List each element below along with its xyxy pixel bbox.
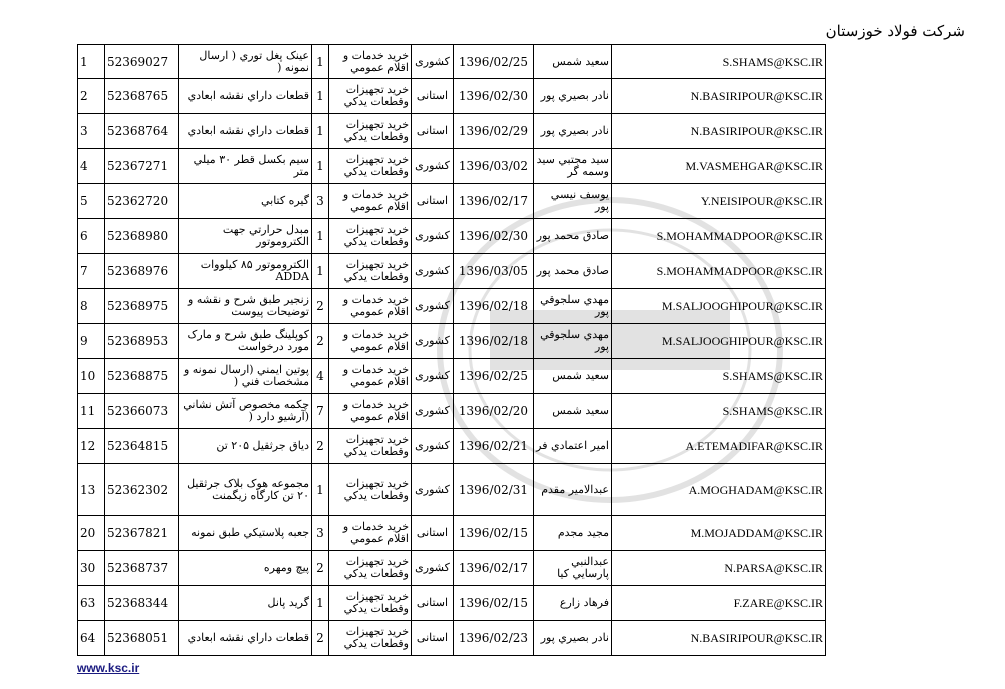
purchase-type-cell: خريد خدمات و اقلام عمومي: [329, 45, 412, 79]
row-index-cell: 4: [78, 149, 105, 184]
purchase-type-cell: خريد خدمات و اقلام عمومي: [329, 359, 412, 394]
table-row: [78, 254, 826, 289]
contact-name-cell: نادر بصيري پور: [534, 621, 612, 656]
row-index-cell: 8: [78, 289, 105, 324]
row-index-cell: 1: [78, 45, 105, 79]
item-description-cell: زنجير طبق شرح و نقشه و توضيحات پيوست: [179, 289, 312, 324]
contact-email-cell: M.SALJOOGHIPOUR@KSC.IR: [612, 289, 826, 324]
row-index-cell: 9: [78, 324, 105, 359]
table-row: [78, 551, 826, 586]
purchase-type-cell: خريد تجهيزات وقطعات يدکي: [329, 114, 412, 149]
contact-email-cell: S.SHAMS@KSC.IR: [612, 359, 826, 394]
contact-name-cell: فرهاد زارع: [534, 586, 612, 621]
purchase-type-cell: خريد خدمات و اقلام عمومي: [329, 289, 412, 324]
tender-code-cell: 52368875: [105, 359, 179, 394]
purchase-type-cell: خريد خدمات و اقلام عمومي: [329, 184, 412, 219]
table-row: [78, 586, 826, 621]
contact-email-cell: S.SHAMS@KSC.IR: [612, 45, 826, 79]
scope-cell: کشوری: [412, 254, 454, 289]
item-description-cell: مبدل حرارتي جهت الکتروموتور: [179, 219, 312, 254]
contact-email-cell: M.MOJADDAM@KSC.IR: [612, 516, 826, 551]
table-row: [78, 359, 826, 394]
contact-email-cell: A.ETEMADIFAR@KSC.IR: [612, 429, 826, 464]
scope-cell: استانی: [412, 184, 454, 219]
scope-cell: کشوری: [412, 394, 454, 429]
table-row: [78, 79, 826, 114]
row-index-cell: 30: [78, 551, 105, 586]
purchase-type-cell: خريد تجهيزات وقطعات يدکي: [329, 429, 412, 464]
scope-cell: استانی: [412, 621, 454, 656]
item-description-cell: پوتين ايمني (ارسال نمونه و مشخصات فني (: [179, 359, 312, 394]
table-row: [78, 516, 826, 551]
tender-code-cell: 52364815: [105, 429, 179, 464]
contact-email-cell: A.MOGHADAM@KSC.IR: [612, 464, 826, 516]
scope-cell: کشوری: [412, 551, 454, 586]
quantity-cell: 1: [312, 79, 329, 114]
contact-email-cell: N.PARSA@KSC.IR: [612, 551, 826, 586]
table-row: [78, 289, 826, 324]
date-cell: 1396/02/17: [454, 184, 534, 219]
quantity-cell: 2: [312, 324, 329, 359]
date-cell: 1396/02/15: [454, 586, 534, 621]
contact-name-cell: سيد مجتبي سيد وسمه گر: [534, 149, 612, 184]
contact-name-cell: امير اعتمادي فر: [534, 429, 612, 464]
purchase-type-cell: خريد تجهيزات وقطعات يدکي: [329, 219, 412, 254]
purchase-type-cell: خريد خدمات و اقلام عمومي: [329, 516, 412, 551]
contact-name-cell: عبدالامير مقدم: [534, 464, 612, 516]
row-index-cell: 12: [78, 429, 105, 464]
contact-email-cell: N.BASIRIPOUR@KSC.IR: [612, 79, 826, 114]
scope-cell: کشوری: [412, 289, 454, 324]
scope-cell: استانی: [412, 586, 454, 621]
quantity-cell: 2: [312, 429, 329, 464]
contact-email-cell: S.SHAMS@KSC.IR: [612, 394, 826, 429]
tender-code-cell: 52368976: [105, 254, 179, 289]
contact-email-cell: S.MOHAMMADPOOR@KSC.IR: [612, 219, 826, 254]
tender-code-cell: 52369027: [105, 45, 179, 79]
contact-name-cell: سعيد شمس: [534, 394, 612, 429]
row-index-cell: 6: [78, 219, 105, 254]
date-cell: 1396/03/05: [454, 254, 534, 289]
scope-cell: کشوری: [412, 429, 454, 464]
table-row: [78, 429, 826, 464]
date-cell: 1396/02/30: [454, 79, 534, 114]
purchase-type-cell: خريد تجهيزات وقطعات يدکي: [329, 586, 412, 621]
scope-cell: کشوری: [412, 359, 454, 394]
contact-email-cell: N.BASIRIPOUR@KSC.IR: [612, 621, 826, 656]
quantity-cell: 7: [312, 394, 329, 429]
row-index-cell: 2: [78, 79, 105, 114]
row-index-cell: 7: [78, 254, 105, 289]
contact-email-cell: N.BASIRIPOUR@KSC.IR: [612, 114, 826, 149]
quantity-cell: 1: [312, 114, 329, 149]
tender-code-cell: 52368975: [105, 289, 179, 324]
contact-email-cell: M.VASMEHGAR@KSC.IR: [612, 149, 826, 184]
tender-code-cell: 52362302: [105, 464, 179, 516]
item-description-cell: پيچ ومهره: [179, 551, 312, 586]
tender-code-cell: 52368980: [105, 219, 179, 254]
date-cell: 1396/02/20: [454, 394, 534, 429]
row-index-cell: 13: [78, 464, 105, 516]
row-index-cell: 10: [78, 359, 105, 394]
date-cell: 1396/02/25: [454, 359, 534, 394]
quantity-cell: 1: [312, 464, 329, 516]
scope-cell: استانی: [412, 79, 454, 114]
table-row: [78, 464, 826, 516]
row-index-cell: 5: [78, 184, 105, 219]
quantity-cell: 2: [312, 621, 329, 656]
contact-name-cell: نادر بصيري پور: [534, 79, 612, 114]
row-index-cell: 20: [78, 516, 105, 551]
table-row: [78, 114, 826, 149]
date-cell: 1396/03/02: [454, 149, 534, 184]
quantity-cell: 1: [312, 219, 329, 254]
contact-name-cell: نادر بصيري پور: [534, 114, 612, 149]
row-index-cell: 11: [78, 394, 105, 429]
purchase-type-cell: خريد تجهيزات وقطعات يدکي: [329, 621, 412, 656]
tender-code-cell: 52367821: [105, 516, 179, 551]
contact-name-cell: يوسف نيسي پور: [534, 184, 612, 219]
date-cell: 1396/02/30: [454, 219, 534, 254]
item-description-cell: سيم بکسل قطر ۳۰ ميلي متر: [179, 149, 312, 184]
quantity-cell: 1: [312, 586, 329, 621]
scope-cell: کشوری: [412, 464, 454, 516]
purchase-type-cell: خريد تجهيزات وقطعات يدکي: [329, 551, 412, 586]
tender-code-cell: 52368764: [105, 114, 179, 149]
quantity-cell: 2: [312, 551, 329, 586]
purchase-type-cell: خريد تجهيزات وقطعات يدکي: [329, 79, 412, 114]
date-cell: 1396/02/21: [454, 429, 534, 464]
item-description-cell: الکتروموتور ۸۵ کيلووات ADDA: [179, 254, 312, 289]
footer-website-link[interactable]: www.ksc.ir: [77, 661, 140, 675]
table-row: [78, 45, 826, 79]
date-cell: 1396/02/15: [454, 516, 534, 551]
scope-cell: استانی: [412, 114, 454, 149]
item-description-cell: جعبه پلاستيکي طبق نمونه: [179, 516, 312, 551]
purchase-type-cell: خريد خدمات و اقلام عمومي: [329, 324, 412, 359]
item-description-cell: قطعات داراي نقشه ابعادي: [179, 621, 312, 656]
contact-name-cell: سعيد شمس: [534, 45, 612, 79]
contact-email-cell: S.MOHAMMADPOOR@KSC.IR: [612, 254, 826, 289]
contact-name-cell: سعيد شمس: [534, 359, 612, 394]
date-cell: 1396/02/29: [454, 114, 534, 149]
table-row: [78, 149, 826, 184]
date-cell: 1396/02/25: [454, 45, 534, 79]
item-description-cell: گريد پانل: [179, 586, 312, 621]
table-row: [78, 394, 826, 429]
scope-cell: کشوری: [412, 219, 454, 254]
item-description-cell: عينک پغل توري ( ارسال نمونه (: [179, 45, 312, 79]
row-index-cell: 63: [78, 586, 105, 621]
item-description-cell: گيره کتابي: [179, 184, 312, 219]
company-title: شرکت فولاد خوزستان: [825, 22, 965, 40]
quantity-cell: 3: [312, 184, 329, 219]
tender-code-cell: 52362720: [105, 184, 179, 219]
contact-email-cell: Y.NEISIPOUR@KSC.IR: [612, 184, 826, 219]
tender-code-cell: 52368765: [105, 79, 179, 114]
date-cell: 1396/02/18: [454, 289, 534, 324]
contact-name-cell: مهدي سلجوقي پور: [534, 324, 612, 359]
contact-name-cell: صادق محمد پور: [534, 254, 612, 289]
scope-cell: استانی: [412, 516, 454, 551]
row-index-cell: 64: [78, 621, 105, 656]
tender-code-cell: 52368051: [105, 621, 179, 656]
scope-cell: کشوری: [412, 324, 454, 359]
date-cell: 1396/02/23: [454, 621, 534, 656]
tender-code-cell: 52367271: [105, 149, 179, 184]
contact-name-cell: صادق محمد پور: [534, 219, 612, 254]
contact-email-cell: M.SALJOOGHIPOUR@KSC.IR: [612, 324, 826, 359]
date-cell: 1396/02/18: [454, 324, 534, 359]
purchase-type-cell: خريد تجهيزات وقطعات يدکي: [329, 149, 412, 184]
quantity-cell: 1: [312, 254, 329, 289]
quantity-cell: 3: [312, 516, 329, 551]
date-cell: 1396/02/31: [454, 464, 534, 516]
quantity-cell: 1: [312, 45, 329, 79]
purchase-type-cell: خريد خدمات و اقلام عمومي: [329, 394, 412, 429]
item-description-cell: دياق جرثقيل ۲۰۵ تن: [179, 429, 312, 464]
tender-code-cell: 52368344: [105, 586, 179, 621]
item-description-cell: مجموعه هوک بلاک جرثقيل ۲۰ تن کارگاه زيگمنت: [179, 464, 312, 516]
contact-email-cell: F.ZARE@KSC.IR: [612, 586, 826, 621]
quantity-cell: 1: [312, 149, 329, 184]
item-description-cell: کوپلينگ طبق شرح و مارک مورد درخواست: [179, 324, 312, 359]
quantity-cell: 4: [312, 359, 329, 394]
tender-code-cell: 52368737: [105, 551, 179, 586]
purchase-type-cell: خريد تجهيزات وقطعات يدکي: [329, 464, 412, 516]
item-description-cell: قطعات داراي نقشه ابعادي: [179, 79, 312, 114]
purchase-type-cell: خريد تجهيزات وقطعات يدکي: [329, 254, 412, 289]
date-cell: 1396/02/17: [454, 551, 534, 586]
table-row: [78, 219, 826, 254]
tender-table: [77, 44, 826, 656]
contact-name-cell: عبدالنبي پارسايي کيا: [534, 551, 612, 586]
quantity-cell: 2: [312, 289, 329, 324]
scope-cell: کشوری: [412, 149, 454, 184]
contact-name-cell: مهدي سلجوقي پور: [534, 289, 612, 324]
row-index-cell: 3: [78, 114, 105, 149]
scope-cell: کشوری: [412, 45, 454, 79]
item-description-cell: قطعات داراي نقشه ابعادي: [179, 114, 312, 149]
item-description-cell: چکمه مخصوص آتش نشاني (آرشيو دارد (: [179, 394, 312, 429]
table-row: [78, 184, 826, 219]
contact-name-cell: مجيد مجدم: [534, 516, 612, 551]
table-row: [78, 621, 826, 656]
tender-code-cell: 52366073: [105, 394, 179, 429]
table-row: [78, 324, 826, 359]
tender-code-cell: 52368953: [105, 324, 179, 359]
